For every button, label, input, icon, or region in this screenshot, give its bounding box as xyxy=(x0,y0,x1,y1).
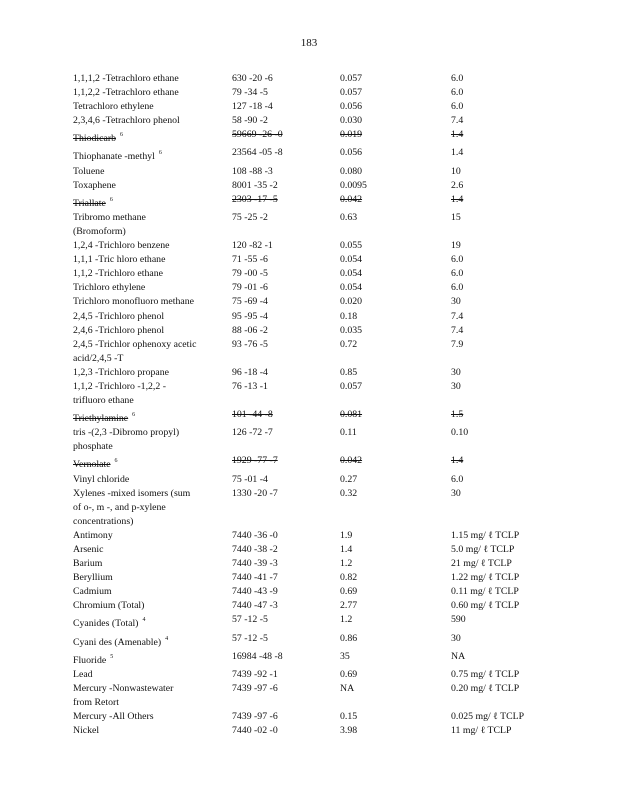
footnote-marker: 6 xyxy=(114,458,118,465)
wastewater-standard xyxy=(340,352,451,366)
constituent-name: Triallate $^6$ xyxy=(73,196,113,209)
table-row xyxy=(73,529,553,543)
cas-number: 93 -76 -5 xyxy=(232,338,268,350)
table-row xyxy=(73,128,553,146)
footnote-marker: 6 xyxy=(119,132,123,139)
cas-number: 7440 -36 -0 xyxy=(232,529,278,541)
table-row xyxy=(73,473,553,487)
table-row xyxy=(73,324,553,338)
constituent-name: Toxaphene xyxy=(73,179,116,191)
table-row xyxy=(73,632,553,650)
wastewater-standard: 2.77 xyxy=(340,600,358,612)
constituent-name: 1,1,2,2 -Tetrachloro ethane xyxy=(73,87,179,99)
nonwastewater-standard: 11 mg/ ℓ TCLP xyxy=(451,725,512,737)
nonwastewater-standard: 7.4 xyxy=(451,324,464,336)
wastewater-standard: 0.15 xyxy=(340,711,358,723)
table-row xyxy=(73,179,553,193)
nonwastewater-standard: 19 xyxy=(451,240,461,252)
nonwastewater-standard: 6.0 xyxy=(451,268,464,280)
nonwastewater-standard: 0.75 mg/ ℓ TCLP xyxy=(451,668,520,680)
nonwastewater-standard: 6.0 xyxy=(451,254,464,266)
wastewater-standard: 1.4 xyxy=(340,544,353,555)
nonwastewater-standard xyxy=(451,515,553,529)
wastewater-standard: 0.054 xyxy=(340,254,363,266)
nonwastewater-standard xyxy=(451,696,553,710)
nonwastewater-standard: 6.0 xyxy=(451,73,464,84)
cas-number: 108 -88 -3 xyxy=(232,165,273,177)
wastewater-standard xyxy=(340,515,451,529)
table-row xyxy=(73,487,553,501)
constituent-name: 2,4,6 -Trichloro phenol xyxy=(73,324,165,336)
wastewater-standard: 0.0095 xyxy=(340,179,367,191)
nonwastewater-standard: 590 xyxy=(451,614,466,626)
wastewater-standard: 0.055 xyxy=(340,240,363,252)
wastewater-standard: 0.056 xyxy=(340,101,363,113)
wastewater-standard: 1.9 xyxy=(340,529,353,541)
table-row xyxy=(73,338,553,352)
constituent-name: Mercury -Nonwastewater xyxy=(73,682,174,694)
nonwastewater-standard: 1.4 xyxy=(451,193,464,205)
cas-number: 8001 -35 -2 xyxy=(232,179,278,191)
cas-number: 75 -25 -2 xyxy=(232,211,268,223)
constituent-name: Vernolate $^6$ xyxy=(73,458,118,471)
constituent-name: Chromium (Total) xyxy=(73,600,145,612)
nonwastewater-standard: 1.4 xyxy=(451,455,464,467)
table-row xyxy=(73,440,553,454)
table-row xyxy=(73,599,553,613)
nonwastewater-standard: 30 xyxy=(451,366,461,378)
constituent-name: trifluoro ethane xyxy=(73,395,134,407)
nonwastewater-standard: 1.22 mg/ ℓ TCLP xyxy=(451,572,520,584)
wastewater-standard: 0.081 xyxy=(340,409,363,421)
cas-number: 120 -82 -1 xyxy=(232,240,273,252)
wastewater-standard: 0.020 xyxy=(340,296,363,308)
wastewater-standard: 0.035 xyxy=(340,324,363,336)
table-row xyxy=(73,501,553,515)
table-row xyxy=(73,543,553,557)
nonwastewater-standard: 5.0 mg/ ℓ TCLP xyxy=(451,544,515,555)
table-row xyxy=(73,557,553,571)
cas-number: 7439 -97 -6 xyxy=(232,711,278,723)
cas-number: 23564 -05 -8 xyxy=(232,147,283,159)
constituent-name: 1,2,4 -Trichloro benzene xyxy=(73,240,170,252)
constituent-name: tris -(2,3 -Dibromo propyl) xyxy=(73,427,180,439)
cas-number xyxy=(232,501,340,515)
wastewater-standard xyxy=(340,440,451,454)
constituent-name: 1,1,2 -Trichloro -1,2,2 - xyxy=(73,380,166,392)
footnote-marker: 6 xyxy=(109,196,113,203)
constituent-name: Trichloro ethylene xyxy=(73,282,146,294)
constituent-name: 1,2,3 -Trichloro propane xyxy=(73,366,169,378)
cas-number: 7440 -38 -2 xyxy=(232,544,278,555)
wastewater-standard: 0.27 xyxy=(340,473,358,485)
constituent-name: 2,3,4,6 -Tetrachloro phenol xyxy=(73,115,180,127)
cas-number: 59669 -26 -0 xyxy=(232,129,283,141)
cas-number: 16984 -48 -8 xyxy=(232,650,283,662)
wastewater-standard: 0.080 xyxy=(340,165,363,177)
constituent-name: Arsenic xyxy=(73,544,104,555)
table-row xyxy=(73,146,553,164)
table-row xyxy=(73,225,553,239)
wastewater-standard: 0.63 xyxy=(340,211,358,223)
nonwastewater-standard xyxy=(451,352,553,366)
wastewater-standard: 0.019 xyxy=(340,129,363,141)
nonwastewater-standard: 30 xyxy=(451,380,461,392)
wastewater-standard: 0.82 xyxy=(340,572,358,584)
cas-number: 2303 -17 -5 xyxy=(232,193,278,205)
cas-number: 75 -01 -4 xyxy=(232,473,268,485)
constituent-name: of o-, m -, and p-xylene xyxy=(73,501,166,513)
table-row xyxy=(73,193,553,211)
wastewater-standard: 0.11 xyxy=(340,427,357,439)
nonwastewater-standard: 2.6 xyxy=(451,179,464,191)
table-row xyxy=(73,454,553,472)
table-row xyxy=(73,515,553,529)
constituent-name: acid/2,4,5 -T xyxy=(73,352,124,364)
constituent-name: phosphate xyxy=(73,441,113,453)
constituent-name: Beryllium xyxy=(73,572,113,584)
constituent-name: Toluene xyxy=(73,165,105,177)
table-row xyxy=(73,366,553,380)
table-row xyxy=(73,281,553,295)
cas-number: 88 -06 -2 xyxy=(232,324,268,336)
table-row xyxy=(73,295,553,309)
nonwastewater-standard: 0.20 mg/ ℓ TCLP xyxy=(451,682,520,694)
constituent-name: Xylenes -mixed isomers (sum xyxy=(73,487,191,499)
cas-number: 96 -18 -4 xyxy=(232,366,268,378)
footnote-marker: 4 xyxy=(165,635,169,642)
nonwastewater-standard: 7.9 xyxy=(451,338,464,350)
table-row xyxy=(73,165,553,179)
wastewater-standard: 0.042 xyxy=(340,455,363,467)
nonwastewater-standard: 6.0 xyxy=(451,282,464,294)
nonwastewater-standard: 6.0 xyxy=(451,473,464,485)
table-row xyxy=(73,72,553,86)
footnote-marker: 6 xyxy=(158,150,162,157)
cas-number: 7440 -39 -3 xyxy=(232,558,278,570)
wastewater-standard: 0.86 xyxy=(340,632,358,644)
cas-number: 101 -44 -8 xyxy=(232,409,273,421)
wastewater-standard xyxy=(340,394,451,408)
table-row xyxy=(73,724,553,738)
cas-number xyxy=(232,515,340,529)
wastewater-standard: 0.042 xyxy=(340,193,363,205)
cas-number: 57 -12 -5 xyxy=(232,614,268,626)
wastewater-standard: 0.030 xyxy=(340,115,363,127)
cas-number xyxy=(232,394,340,408)
constituent-name: 1,1,1,2 -Tetrachloro ethane xyxy=(73,73,179,84)
nonwastewater-standard: 7.4 xyxy=(451,115,464,127)
table-row xyxy=(73,114,553,128)
wastewater-standard: 0.69 xyxy=(340,586,358,598)
table-row xyxy=(73,253,553,267)
wastewater-standard: 0.32 xyxy=(340,487,358,499)
constituent-name: from Retort xyxy=(73,696,119,708)
table-row xyxy=(73,696,553,710)
cas-number: 7440 -41 -7 xyxy=(232,572,278,584)
nonwastewater-standard: NA xyxy=(451,650,466,662)
nonwastewater-standard xyxy=(451,225,553,239)
wastewater-standard: 0.056 xyxy=(340,147,363,159)
nonwastewater-standard: 6.0 xyxy=(451,101,464,113)
table-row xyxy=(73,86,553,100)
constituent-name: Tribromo methane xyxy=(73,211,146,223)
wastewater-standard: 0.72 xyxy=(340,338,358,350)
constituent-name: Triethylamine $^6$ xyxy=(73,412,136,425)
cas-number: 7440 -47 -3 xyxy=(232,600,278,612)
nonwastewater-standard: 1.4 xyxy=(451,147,464,159)
nonwastewater-standard: 0.025 mg/ ℓ TCLP xyxy=(451,711,525,723)
constituent-name: Lead xyxy=(73,668,93,680)
wastewater-standard: 0.057 xyxy=(340,73,363,84)
constituent-name: Tetrachloro ethylene xyxy=(73,101,154,113)
constituent-table xyxy=(73,72,553,738)
table-row xyxy=(73,426,553,440)
constituent-name: Fluoride $^5$ xyxy=(73,653,114,666)
footnote-marker: 5 xyxy=(110,653,114,660)
table-row xyxy=(73,310,553,324)
table-row xyxy=(73,352,553,366)
nonwastewater-standard: 30 xyxy=(451,296,461,308)
cas-number: 7440 -02 -0 xyxy=(232,725,278,737)
footnote-marker: 4 xyxy=(142,617,146,624)
nonwastewater-standard: 0.11 mg/ ℓ TCLP xyxy=(451,586,519,598)
cas-number: 7439 -97 -6 xyxy=(232,682,278,694)
cas-number: 79 -01 -6 xyxy=(232,282,268,294)
cas-number xyxy=(232,352,340,366)
constituent-name: Barium xyxy=(73,558,103,570)
constituent-name: Mercury -All Others xyxy=(73,711,154,723)
wastewater-standard: 0.85 xyxy=(340,366,358,378)
constituent-name: 2,4,5 -Trichloro phenol xyxy=(73,310,165,322)
nonwastewater-standard xyxy=(451,440,553,454)
constituent-name: Nickel xyxy=(73,725,100,737)
wastewater-standard: 0.057 xyxy=(340,380,363,392)
constituent-name: concentrations) xyxy=(73,515,134,527)
wastewater-standard: 0.054 xyxy=(340,282,363,294)
page-number: 183 xyxy=(300,37,318,49)
cas-number: 7439 -92 -1 xyxy=(232,668,278,680)
wastewater-standard xyxy=(340,501,451,515)
constituent-name: Thiophanate -methyl $^6$ xyxy=(73,150,162,163)
constituent-name: 2,4,5 -Trichlor ophenoxy acetic xyxy=(73,338,197,350)
table-row xyxy=(73,682,553,696)
nonwastewater-standard: 6.0 xyxy=(451,87,464,99)
table-row xyxy=(73,211,553,225)
table-row xyxy=(73,668,553,682)
wastewater-standard: 0.057 xyxy=(340,87,363,99)
cas-number: 95 -95 -4 xyxy=(232,310,268,322)
wastewater-standard: 0.18 xyxy=(340,310,358,322)
wastewater-standard: 0.69 xyxy=(340,668,358,680)
nonwastewater-standard: 21 mg/ ℓ TCLP xyxy=(451,558,512,570)
table-row xyxy=(73,394,553,408)
nonwastewater-standard: 7.4 xyxy=(451,310,464,322)
constituent-name: Cadmium xyxy=(73,586,112,598)
nonwastewater-standard xyxy=(451,501,553,515)
table-row xyxy=(73,380,553,394)
nonwastewater-standard: 15 xyxy=(451,211,461,223)
wastewater-standard: 3.98 xyxy=(340,725,358,737)
wastewater-standard: 1.2 xyxy=(340,558,353,570)
cas-number xyxy=(232,225,340,239)
constituent-name: Cyanides (Total) $^4$ xyxy=(73,617,146,630)
cas-number xyxy=(232,440,340,454)
nonwastewater-standard: 1.15 mg/ ℓ TCLP xyxy=(451,529,520,541)
constituent-name: Cyani des (Amenable) $^4$ xyxy=(73,635,169,648)
nonwastewater-standard: 0.60 mg/ ℓ TCLP xyxy=(451,600,520,612)
cas-number: 71 -55 -6 xyxy=(232,254,268,266)
cas-number: 57 -12 -5 xyxy=(232,632,268,644)
nonwastewater-standard: 10 xyxy=(451,165,461,177)
table-row xyxy=(73,585,553,599)
constituent-name: 1,1,2 -Trichloro ethane xyxy=(73,268,163,280)
constituent-name: Thiodicarb $^6$ xyxy=(73,132,123,145)
nonwastewater-standard: 0.10 xyxy=(451,427,469,439)
cas-number: 58 -90 -2 xyxy=(232,115,268,127)
table-row xyxy=(73,267,553,281)
cas-number: 127 -18 -4 xyxy=(232,101,273,113)
table-row xyxy=(73,100,553,114)
nonwastewater-standard: 30 xyxy=(451,632,461,644)
cas-number: 79 -00 -5 xyxy=(232,268,268,280)
constituent-name: Trichloro monofluoro methane xyxy=(73,296,194,308)
cas-number: 1330 -20 -7 xyxy=(232,487,278,499)
cas-number xyxy=(232,696,340,710)
table-row xyxy=(73,710,553,724)
footnote-marker: 6 xyxy=(132,412,136,419)
cas-number: 76 -13 -1 xyxy=(232,380,268,392)
table-row xyxy=(73,408,553,426)
wastewater-standard: NA xyxy=(340,682,355,694)
wastewater-standard: 1.2 xyxy=(340,614,353,626)
cas-number: 630 -20 -6 xyxy=(232,73,273,84)
constituent-name: Vinyl chloride xyxy=(73,473,130,485)
cas-number: 1929 -77 -7 xyxy=(232,455,278,467)
cas-number: 75 -69 -4 xyxy=(232,296,268,308)
cas-number: 79 -34 -5 xyxy=(232,87,268,99)
constituent-name: (Bromoform) xyxy=(73,225,126,237)
table-row xyxy=(73,613,553,631)
constituent-name: 1,1,1 -Tric hloro ethane xyxy=(73,254,166,266)
wastewater-standard: 35 xyxy=(340,650,350,662)
wastewater-standard xyxy=(340,696,451,710)
table-row xyxy=(73,571,553,585)
wastewater-standard xyxy=(340,225,451,239)
table-row xyxy=(73,239,553,253)
table-row xyxy=(73,650,553,668)
cas-number: 7440 -43 -9 xyxy=(232,586,278,598)
wastewater-standard: 0.054 xyxy=(340,268,363,280)
nonwastewater-standard: 1.4 xyxy=(451,129,464,141)
nonwastewater-standard: 1.5 xyxy=(451,409,464,421)
constituent-name: Antimony xyxy=(73,529,113,541)
cas-number: 126 -72 -7 xyxy=(232,427,273,439)
nonwastewater-standard: 30 xyxy=(451,487,461,499)
nonwastewater-standard xyxy=(451,394,553,408)
